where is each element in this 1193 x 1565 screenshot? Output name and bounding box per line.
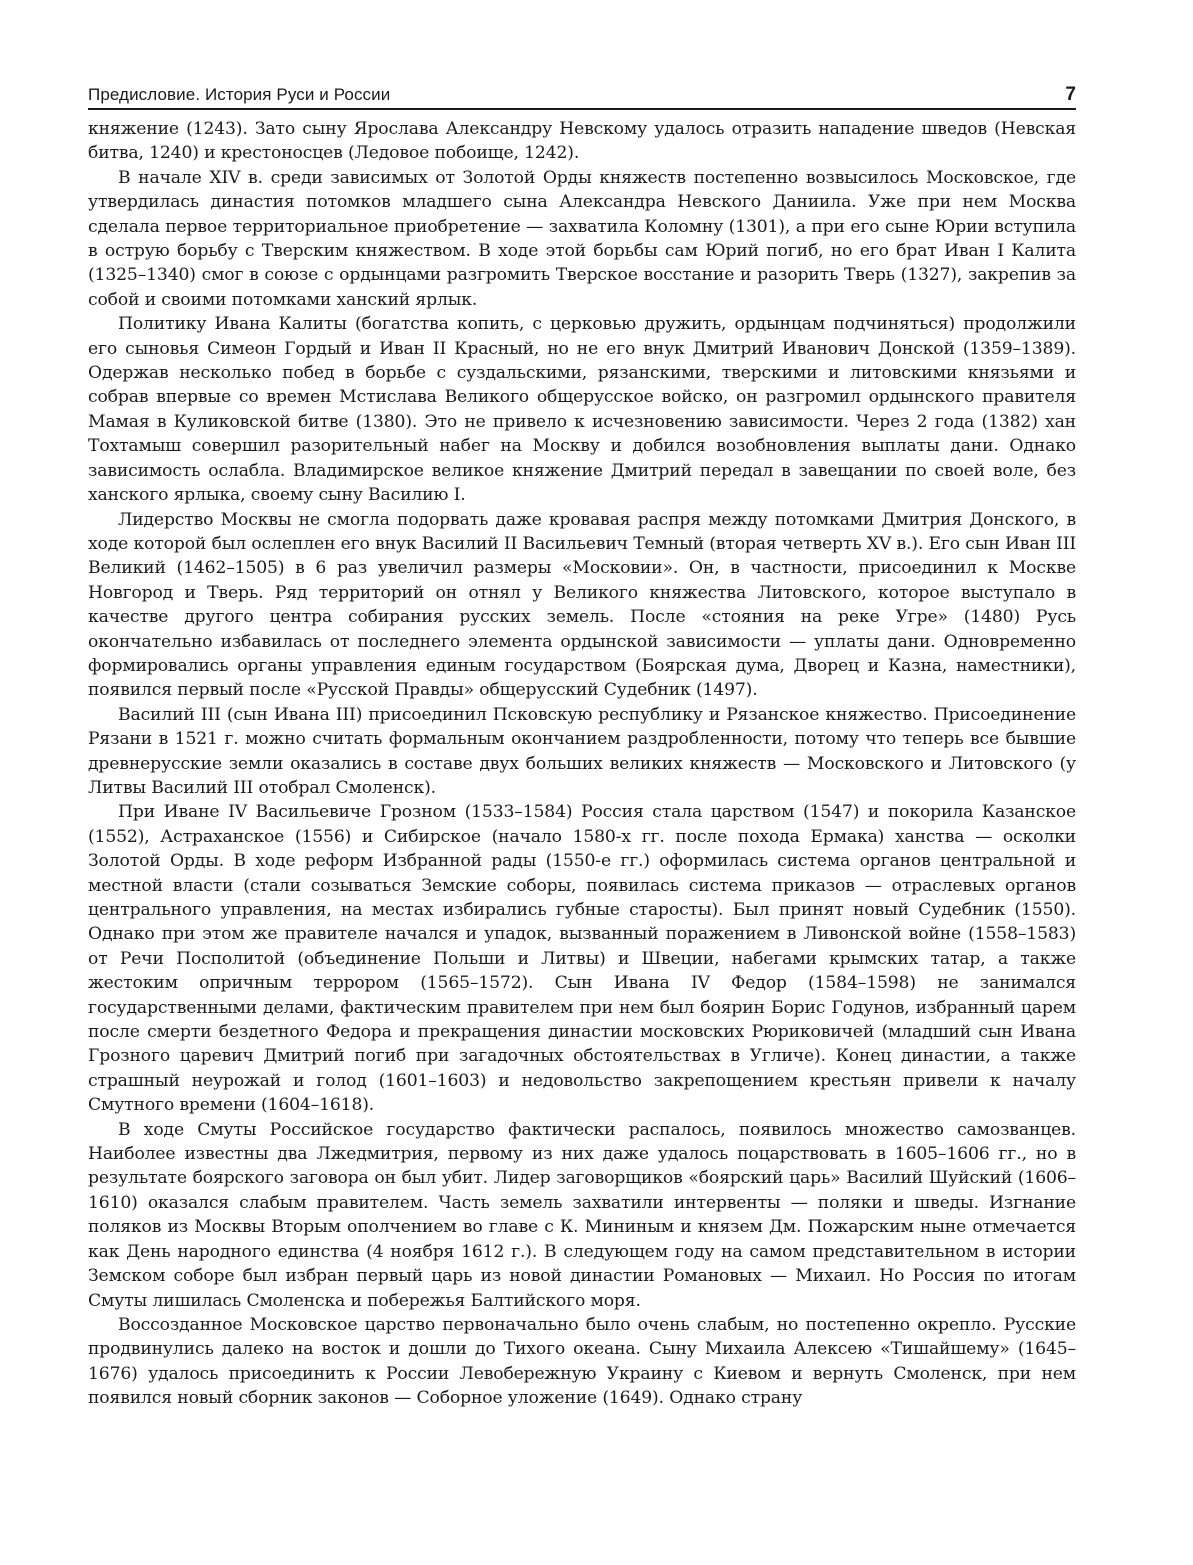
paragraph: Политику Ивана Калиты (богатства копить, с церковью дружить, ордынцам подчиняться) продолжили его сыновья Симеон Гордый и Иван II Красный, но не его внук Дмитрий Иванович Донской (1359–1389). Одержав несколько побед в борьбе с суздальскими, рязанскими, тверскими и литовскими князьями и собрав впервые со времен Мстислава Великого общерусское войско, он разгромил ордынского правителя Мамая в Куликовской битве (1380). Это не привело к исчезновению зависимости. Через 2 года (1382) хан Тохтамыш совершил разорительный набег на Москву и добился возобновления выплаты дани. Однако зависимость ослабла. Владимирское великое княжение Дмитрий передал в завещании по своей воле, без ханского ярлыка, своему сыну Василию I.	[88, 314, 1076, 506]
paragraph: Василий III (сын Ивана III) присоединил Псковскую республику и Рязанское княжество. Присоединение Рязани в 1521 г. можно считать формальным окончанием раздробленности, потому что теперь все бывшие древнерусские земли оказались в составе двух больших великих княжеств — Московского и Литовского (у Литвы Василий III отобрал Смоленск).	[88, 704, 1076, 798]
paragraph: В ходе Смуты Российское государство фактически распалось, появилось множество самозванцев. Наиболее известны два Лжедмитрия, первому из них даже удалось поцарствовать в 1605–1606 гг., но в результате боярского заговора он был убит. Лидер заговорщиков «боярский царь» Василий Шуйский (1606–1610) оказался слабым правителем. Часть земель захватили интервенты — поляки и шведы. Изгнание поляков из Москвы Вторым ополчением во главе с К. Мининым и князем Дм. Пожарским ныне отмечается как День народного единства (4 ноября 1612 г.). В следующем году на самом представительном в истории Земском соборе был избран первый царь из новой династии Романовых — Михаил. Но Россия по итогам Смуты лишилась Смоленска и побережья Балтийского моря.	[88, 1119, 1076, 1311]
chapter-title: Предисловие. История Руси и России	[88, 85, 391, 104]
page-number: 7	[1065, 84, 1076, 105]
paragraph: В начале XIV в. среди зависимых от Золотой Орды княжеств постепенно возвысилось Московское, где утвердилась династия потомков младшего сына Александра Невского Даниила. Уже при нем Москва сделала первое территориальное приобретение — захватила Коломну (1301), а при его сыне Юрии вступила в острую борьбу с Тверским княжеством. В ходе этой борьбы сам Юрий погиб, но его брат Иван I Калита (1325–1340) смог в союзе с ордынцами разгромить Тверское восстание и разорить Тверь (1327), закрепив за собой и своими потомками ханский ярлык.	[88, 167, 1076, 310]
body-text	[88, 117, 1076, 1411]
paragraph: При Иване IV Васильевиче Грозном (1533–1584) Россия стала царством (1547) и покорила Казанское (1552), Астраханское (1556) и Сибирское (начало 1580-х гг. после похода Ермака) ханства — осколки Золотой Орды. В ходе реформ Избранной рады (1550-е гг.) оформилась система органов центральной и местной власти (стали созываться Земские соборы, появилась система приказов — отраслевых органов центрального управления, на местах избирались губные старосты). Был принят новый Судебник (1550). Однако при этом же правителе начался и упадок, вызванный поражением в Ливонской войне (1558–1583) от Речи Посполитой (объединение Польши и Литвы) и Швеции, набегами крымских татар, а также жестоким опричным террором (1565–1572). Сын Ивана IV Федор (1584–1598) не занимался государственными делами, фактическим правителем при нем был боярин Борис Годунов, избранный царем после смерти бездетного Федора и прекращения династии московских Рюриковичей (младший сын Ивана Грозного царевич Дмитрий погиб при загадочных обстоятельствах в Угличе). Конец династии, а также страшный неурожай и голод (1601–1603) и недовольство закрепощением крестьян привели к началу Смутного времени (1604–1618).	[88, 802, 1076, 1116]
paragraph: Воссозданное Московское царство первоначально было очень слабым, но постепенно окрепло. Русские продвинулись далеко на восток и дошли до Тихого океана. Сыну Михаила Алексею «Тишайшему» (1645–1676) удалось присоединить к России Левобережную Украину с Киевом и вернуть Смоленск, при нем появился новый сборник законов — Соборное уложение (1649). Однако страну	[88, 1314, 1076, 1409]
book-page	[88, 82, 1076, 1411]
running-header	[88, 82, 1076, 110]
paragraph: княжение (1243). Зато сыну Ярослава Александру Невскому удалось отразить нападение шведов (Невская битва, 1240) и крестоносцев (Ледовое побоище, 1242).	[88, 119, 1076, 164]
paragraph: Лидерство Москвы не смогла подорвать даже кровавая распря между потомками Дмитрия Донского, в ходе которой был ослеплен его внук Василий II Васильевич Темный (вторая четверть XV в.). Его сын Иван III Великий (1462–1505) в 6 раз увеличил размеры «Московии». Он, в частности, присоединил к Москве Новгород и Тверь. Ряд территорий он отнял у Великого княжества Литовского, которое выступало в качестве другого центра собирания русских земель. После «стояния на реке Угре» (1480) Русь окончательно избавилась от последнего элемента ордынской зависимости — уплаты дани. Одновременно формировались органы управления единым государством (Боярская дума, Дворец и Казна, наместники), появился первый после «Русской Правды» общерусский Судебник (1497).	[88, 509, 1076, 701]
